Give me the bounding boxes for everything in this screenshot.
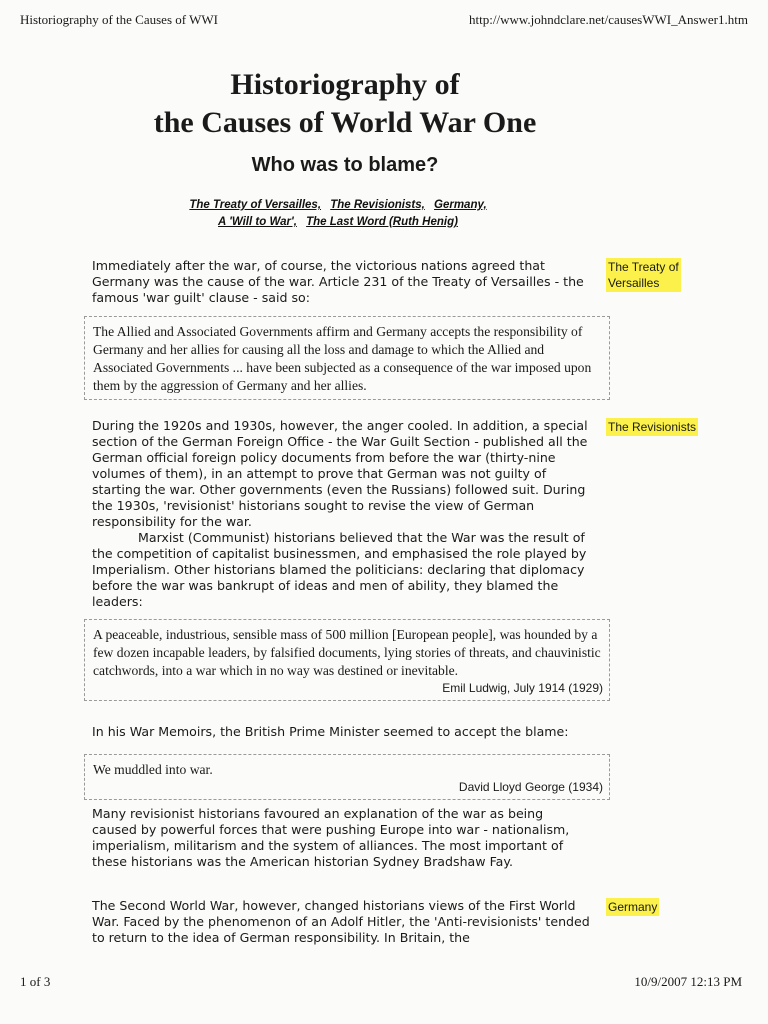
paragraph-war-memoirs [92,724,592,740]
margin-note-versailles: The Treaty of Versailles [608,260,679,290]
footer-page-number: 1 of 3 [20,974,51,989]
print-header [20,12,748,30]
paragraph-text-marxist: Marxist (Communist) historians believed that the War was the result of the competition of capitalist businessmen, and emphasised the role played by Imperialism. Other historians blamed the politicians: declaring that diplomacy before the war was bankrupt of ideas and men of ability, they blamed the leaders: [92,530,587,609]
toc-link-last-word[interactable]: The Last Word (Ruth Henig) [306,216,458,228]
page-subtitle: Who was to blame? [251,154,439,176]
paragraph-text: Many revisionist historians favoured an explanation of the war as being caused by powerful forces that were pushing Europe into war - nationalism, imperialism, militarism and the system of alliances. The most important of these historians was the American historian Sydney Bradshaw Fay. [92,806,570,869]
paragraph-text: The Second World War, however, changed historians views of the First World War. Faced by the phenomenon of an Adolf Hitler, the 'Anti-revisionists' tended to return to the idea of German responsibility. In Britain, the [92,898,590,945]
header-doc-title: Historiography of the Causes of WWI [20,12,218,27]
quote-text: We muddled into war. [93,762,213,777]
paragraph-text: In his War Memoirs, the British Prime Minister seemed to accept the blame: [92,724,569,739]
toc-link-revisionists[interactable]: The Revisionists, [330,199,425,211]
paragraph-versailles [92,258,592,306]
quote-text: The Allied and Associated Governments affirm and Germany accepts the responsibility of Germany and her allies for causing all the loss and damage to which the Allied and Associated Governments ... have been subjected as a consequence of the war imposed upon them by the aggression of Germany and her allies. [93,324,592,393]
title-line-1: Historiography of [230,68,460,101]
paragraph-text: Immediately after the war, of course, the victorious nations agreed that Germany was the cause of the war. Article 231 of the Treaty of Versailles - the famous 'war guilt' clause - said so: [92,258,584,305]
paragraph-forces [92,806,592,870]
print-footer [20,974,748,992]
page-title [0,66,690,142]
quote-article-231 [84,316,610,400]
toc-link-will-to-war[interactable]: A 'Will to War', [218,216,297,228]
quote-text: A peaceable, industrious, sensible mass of 500 million [European people], was hounded by a few dozen incapable leaders, by falsified documents, lying stories of threats, and chauvinistic catchwords, into a war which in no way was destined or inevitable. [93,627,601,678]
title-line-2: the Causes of World War One [153,106,537,139]
paragraph-revisionists [92,418,592,610]
table-of-contents [0,197,676,231]
footer-datetime: 10/9/2007 12:13 PM [634,974,742,989]
paragraph-text: During the 1920s and 1930s, however, the anger cooled. In addition, a special section of the German Foreign Office - the War Guilt Section - published all the German official foreign policy documents from before the war (thirty-nine volumes of them), in an attempt to prove that German was not guilty of starting the war. Other governments (even the Russians) followed suit. During the 1930s, 'revisionist' historians sought to revise the view of German responsibility for the war. [92,418,588,529]
toc-link-germany[interactable]: Germany, [434,199,487,211]
quote-lloyd-george [84,754,610,800]
quote-attribution: Emil Ludwig, July 1914 (1929) [442,681,603,695]
toc-link-versailles[interactable]: The Treaty of Versailles, [189,199,322,211]
margin-note-revisionists: The Revisionists [608,420,697,434]
quote-attribution: David Lloyd George (1934) [458,780,603,794]
header-url: http://www.johndclare.net/causesWWI_Answer1.htm [469,12,748,27]
paragraph-germany [92,898,592,946]
margin-note-germany: Germany [608,900,658,914]
quote-emil-ludwig [84,619,610,701]
